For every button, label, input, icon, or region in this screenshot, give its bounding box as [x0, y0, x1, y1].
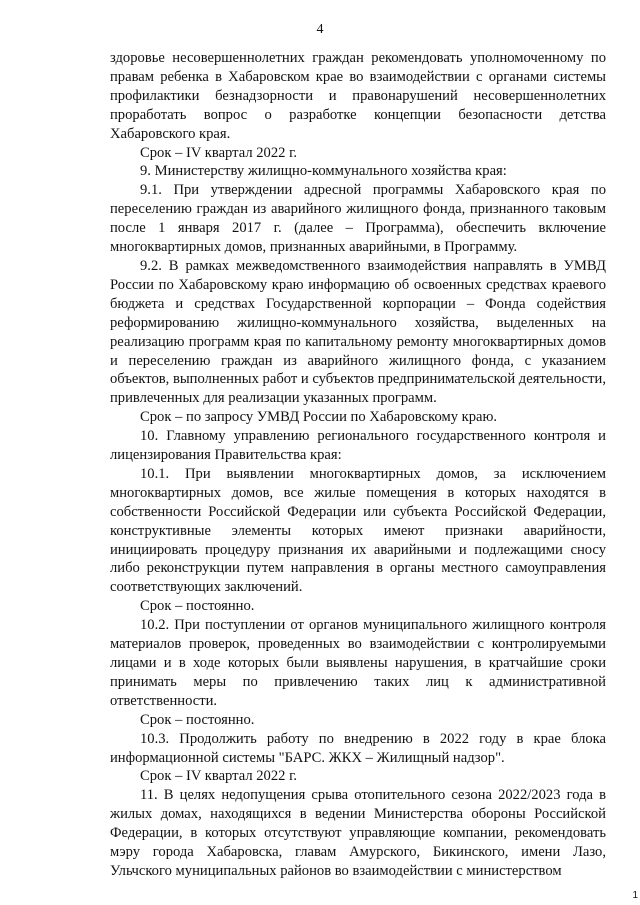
paragraph-deadline-3: Срок – постоянно. [140, 598, 255, 615]
paragraph-deadline-4: Срок – постоянно. [140, 711, 255, 728]
paragraph-section-10: 10. Главному управлению регионального государственного контроля и лицензирования Правительства края: [110, 428, 606, 464]
paragraph-deadline-1: Срок – IV квартал 2022 г. [140, 144, 298, 161]
paragraph-1: здоровье несовершеннолетних граждан рекомендовать уполномоченному по правам ребенка в Хабаровском крае во взаимодействии с органами системы профилактики безнадзорности и правонарушений несовершеннолетних проработать вопрос о разработке концепции безопасности детства Хабаровского края. [110, 50, 606, 142]
paragraph-section-11: 11. В целях недопущения срыва отопительного сезона 2022/2023 года в жилых домах, находящихся в ведении Министерства обороны Российской Федерации, в которых отсутствуют управляющие компании, рекомендовать мэру города Хабаровска, главам Амурского, Бикинского, имени Лазо, Ульчского муниципальных районов во взаимодействии с министерством [110, 787, 606, 879]
page-number: 4 [316, 22, 324, 37]
paragraph-9-2: 9.2. В рамках межведомственного взаимодействия направлять в УМВД России по Хабаровскому краю информацию об освоенных средствах краевого бюджета и средствах Государственной корпорации – Фонда содействия реформированию жилищно-коммунального хозяйства, выделенных на реализацию программ края по капитальному ремонту многоквартирных домов и переселению граждан из аварийного жилищного фонда, с указанием объектов, выполненных работ и субъектов предпринимательской деятельности, привлеченных для реализации указанных программ. [110, 257, 606, 407]
paragraph-section-9: 9. Министерству жилищно-коммунального хозяйства края: [140, 163, 507, 180]
corner-mark: 1 [632, 890, 638, 901]
paragraph-10-2: 10.2. При поступлении от органов муниципального жилищного контроля материалов проверок, проведенных во взаимодействии с контролируемыми лицами и в ходе которых были выявлены нарушения, в кратчайшие сроки принимать меры по привлечению таких лиц к административной ответственности. [110, 617, 606, 709]
paragraph-deadline-5: Срок – IV квартал 2022 г. [140, 768, 298, 785]
paragraph-10-1: 10.1. При выявлении многоквартирных домов, за исключением многоквартирных домов, все жилые помещения в которых находятся в собственности Российской Федерации или субъекта Российской Федерации, конструктивные элементы которых имеют признаки аварийности, инициировать процедуру признания их аварийными и подлежащими сносу либо реконструкции путем направления в органы местного самоуправления соответствующих заключений. [110, 465, 606, 596]
paragraph-9-1: 9.1. При утверждении адресной программы Хабаровского края по переселению граждан из аварийного жилищного фонда, признанного таковым после 1 января 2017 г. (далее – Программа), обеспечить включение многоквартирных домов, признанных аварийными, в Программу. [110, 182, 606, 256]
paragraph-10-3: 10.3. Продолжить работу по внедрению в 2022 году в крае блока информационной системы "БАРС. ЖКХ – Жилищный надзор". [110, 730, 606, 766]
document-body [110, 49, 606, 881]
paragraph-deadline-2: Срок – по запросу УМВД России по Хабаровскому краю. [140, 409, 498, 426]
